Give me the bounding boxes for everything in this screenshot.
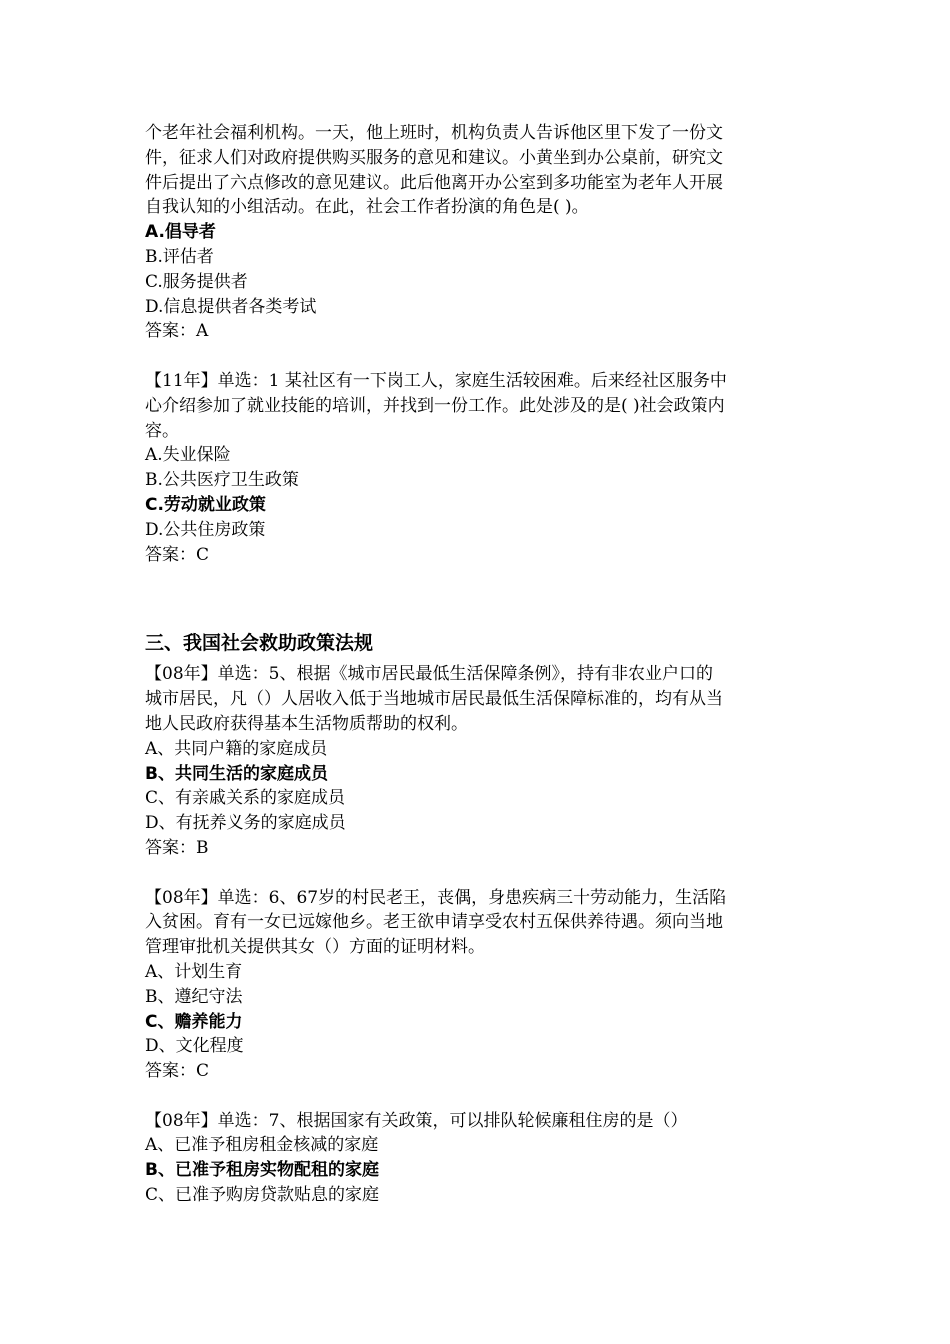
question-block	[145, 1109, 817, 1208]
question-text-line: 【08年】单选：5、根据《城市居民最低生活保障条例》，持有非农业户口的	[145, 664, 713, 685]
question-text-line: 【11年】单选：1 某社区有一下岗工人，家庭生活较困难。后来经社区服务中	[145, 370, 727, 391]
section-heading: 三、我国社会救助政策法规	[145, 632, 374, 655]
question-text-line: 城市居民，凡（）人居收入低于当地城市居民最低生活保障标准的，均有从当	[145, 689, 723, 710]
question-block	[145, 886, 817, 1084]
option: C、已准予购房贷款贴息的家庭	[145, 1185, 380, 1206]
question-text-line: 【08年】单选：6、67岁的村民老王，丧偶，身患疾病三十劳动能力，生活陷	[145, 887, 727, 908]
option: D.信息提供者各类考试	[145, 296, 317, 317]
option: A.失业保险	[145, 445, 231, 466]
spacer	[145, 567, 817, 629]
question-text-line: 心介绍参加了就业技能的培训，并找到一份工作。此处涉及的是( )社会政策内	[145, 395, 725, 416]
question-block	[145, 369, 817, 567]
option: C、有亲戚关系的家庭成员	[145, 788, 346, 809]
option: B、遵纪守法	[145, 986, 243, 1007]
option: B.评估者	[145, 246, 214, 267]
option: D.公共住房政策	[145, 519, 266, 540]
question-text-line: 入贫困。育有一女已远嫁他乡。老王欲申请享受农村五保供养待遇。须向当地	[145, 912, 723, 933]
option: A、共同户籍的家庭成员	[145, 738, 328, 759]
option-correct: B、共同生活的家庭成员	[145, 763, 328, 784]
question-text-line: 件，征求人们对政府提供购买服务的意见和建议。小黄坐到办公桌前，研究文	[145, 147, 723, 168]
option: C.服务提供者	[145, 271, 248, 292]
option: A、已准予租房租金核减的家庭	[145, 1135, 379, 1156]
option-correct: A.倡导者	[145, 222, 216, 243]
option: B.公共医疗卫生政策	[145, 470, 299, 491]
question-block	[145, 662, 817, 860]
option-correct: C.劳动就业政策	[145, 494, 266, 515]
question-text-line: 容。	[145, 420, 179, 441]
spacer	[145, 861, 817, 886]
question-text-line: 个老年社会福利机构。一天，他上班时，机构负责人告诉他区里下发了一份文	[145, 123, 723, 143]
spacer	[145, 344, 817, 369]
answer: 答案：C	[145, 1061, 210, 1082]
spacer	[145, 1084, 817, 1109]
question-text-line: 地人民政府获得基本生活物质帮助的权利。	[145, 713, 468, 734]
question-text-line: 自我认知的小组活动。在此，社会工作者扮演的角色是( )。	[145, 197, 589, 218]
question-text-line: 件后提出了六点修改的意见建议。此后他离开办公室到多功能室为老年人开展	[145, 172, 723, 193]
question-block	[145, 121, 817, 344]
answer: 答案：A	[145, 321, 209, 342]
option: D、文化程度	[145, 1036, 244, 1057]
option: D、有抚养义务的家庭成员	[145, 813, 346, 834]
question-text-line: 管理审批机关提供其女（）方面的证明材料。	[145, 937, 485, 958]
answer: 答案：C	[145, 544, 210, 565]
answer: 答案：B	[145, 837, 209, 858]
option: A、计划生育	[145, 961, 243, 982]
option-correct: B、已准予租房实物配租的家庭	[145, 1160, 379, 1181]
option-correct: C、赡养能力	[145, 1011, 243, 1032]
question-text-line: 【08年】单选：7、根据国家有关政策，可以排队轮候廉租住房的是（）	[145, 1110, 688, 1131]
document-page	[145, 121, 817, 1208]
